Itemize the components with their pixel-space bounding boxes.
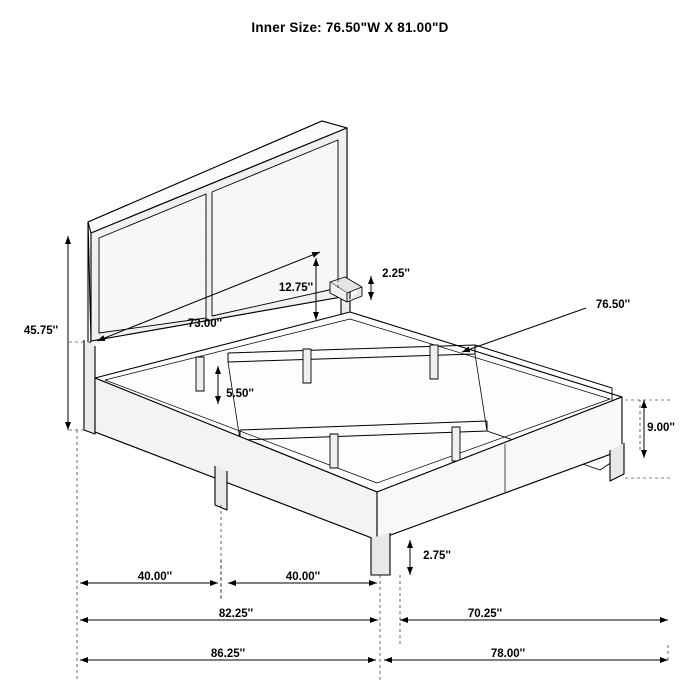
headboard [88, 121, 347, 345]
dim-label-rail-thickness: 2.25'' [382, 268, 410, 280]
dim-label-leg-span-left: 40.00'' [137, 571, 173, 583]
dim-label-inner-width: 76.50'' [595, 299, 631, 311]
bed-illustration [84, 121, 624, 575]
dim-label-overall-width: 86.25'' [210, 648, 246, 660]
dim-label-headboard-panel-height: 12.75'' [278, 282, 314, 294]
dim-label-clearance-height: 2.75'' [423, 550, 451, 562]
dim-label-leg-span-right: 40.00'' [285, 571, 321, 583]
page-title: Inner Size: 76.50"W X 81.00"D [251, 20, 449, 35]
dim-label-side-rail-height: 9.00'' [647, 422, 675, 434]
dim-label-slat-height: 5.50'' [226, 388, 254, 400]
dim-label-overall-right-span: 70.25'' [467, 608, 503, 620]
dim-label-headboard-height: 45.75'' [23, 325, 59, 337]
dim-label-overall-left-span: 82.25'' [218, 608, 254, 620]
dim-label-overall-depth: 78.00'' [490, 648, 526, 660]
dim-leader-inner-width [462, 308, 586, 352]
dim-label-headboard-width: 73.00'' [187, 318, 223, 330]
